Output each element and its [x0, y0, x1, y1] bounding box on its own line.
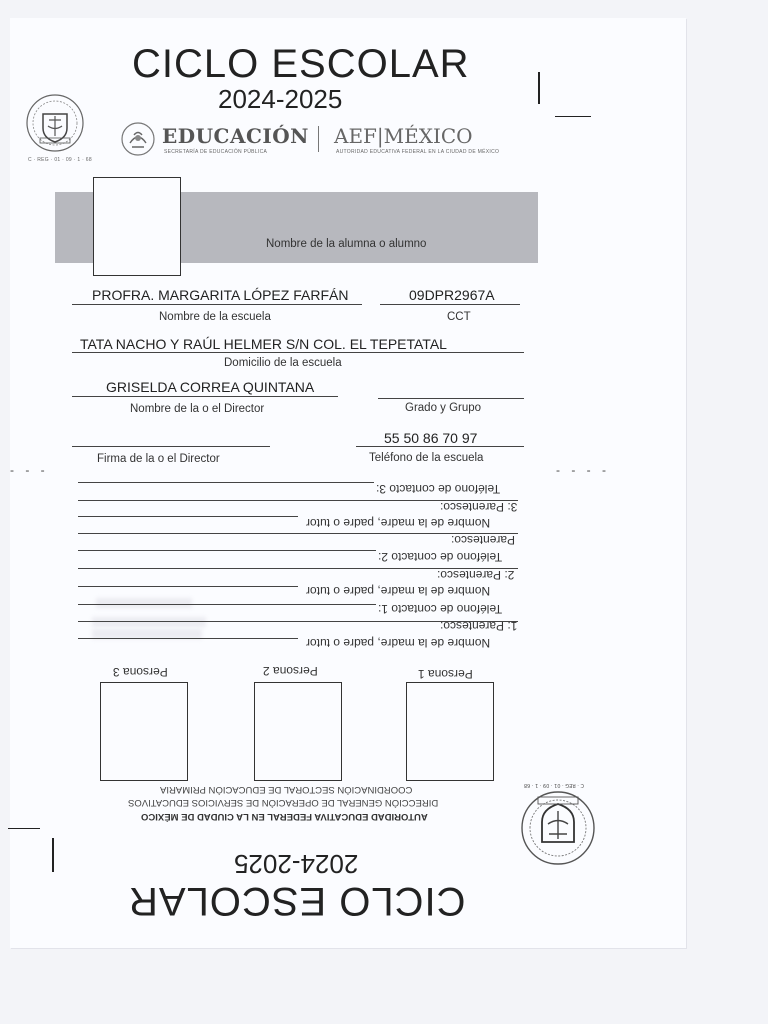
school-name-line	[72, 304, 362, 305]
contact1-name-label: Nombre de la madre, padre o tutor	[306, 636, 491, 650]
director-name-value: GRISELDA CORREA QUINTANA	[106, 379, 315, 395]
coordination-text: COORDINACIÓN SECTORAL DE EDUCACIÓN PRIMARIA	[160, 784, 413, 795]
grade-group-line	[378, 398, 524, 399]
cycle-year: 2024-2025	[218, 84, 343, 114]
contact1-phone-line	[78, 604, 376, 605]
relationship-label: Parentesco:	[451, 533, 516, 547]
person3-label: Persona 3	[113, 665, 168, 679]
cycle-title: CICLO ESCOLAR	[132, 42, 470, 86]
contact2-name-label: Nombre de la madre, padre o tutor	[306, 584, 491, 598]
signature-line	[72, 446, 270, 447]
contact3-phone-label: Teléfono de contacto 3:	[376, 482, 501, 496]
svg-text:C · REG · 01 · 09 · 1 · 68: C · REG · 01 · 09 · 1 · 68	[523, 782, 584, 788]
crop-mark	[538, 72, 540, 104]
direction-text: DIRECCIÓN GENERAL DE OPERACIÓN DE SERVICIOS EDUCATIVOS	[128, 797, 439, 808]
authority-text: AUTORIDAD EDUCATIVA FEDERAL EN LA CIUDAD DE MÉXICO	[141, 811, 428, 822]
person1-label: Persona 1	[418, 667, 473, 681]
contact3-name-label: Nombre de la madre, padre o tutor	[306, 516, 491, 530]
student-name-label: Nombre de la alumna o alumno	[266, 238, 427, 250]
school-address-label: Domicilio de la escuela	[224, 357, 342, 369]
director-signature-label: Firma de la o el Director	[97, 453, 220, 465]
seal-caption-top: C · REG · 01 · 09 · 1 · 68	[28, 157, 92, 163]
school-phone-line	[356, 446, 524, 447]
cct-line	[380, 304, 520, 305]
contact2-relationship-label: 2: Parentesco:	[437, 568, 515, 582]
contact3-phone-line	[78, 482, 374, 483]
contact1-rel-line	[78, 638, 298, 639]
person3-photo-box	[100, 682, 188, 781]
school-name-value: PROFRA. MARGARITA LÓPEZ FARFÁN	[92, 287, 349, 303]
school-phone-label: Teléfono de la escuela	[369, 452, 484, 464]
footer-title: CICLO ESCOLAR	[128, 879, 466, 923]
aef-logo: AEF|MÉXICO	[334, 124, 473, 148]
redacted-entry	[92, 617, 206, 627]
director-name-line	[72, 396, 338, 397]
crop-mark	[8, 828, 40, 829]
grade-group-label: Grado y Grupo	[405, 402, 482, 414]
school-address-value: TATA NACHO Y RAÚL HELMER S/N COL. EL TEPETATAL	[80, 336, 447, 352]
school-address-line	[72, 352, 524, 353]
logo-divider	[318, 126, 319, 152]
person2-photo-box	[254, 682, 342, 781]
contact1-relationship-label: 1: Parentesco:	[440, 619, 518, 633]
aef-logo-subtitle: AUTORIDAD EDUCATIVA FEDERAL EN LA CIUDAD DE MÉXICO	[336, 149, 500, 155]
contact3-rel-line	[78, 516, 298, 517]
school-name-label: Nombre de la escuela	[159, 311, 271, 323]
fold-mark-right: - - - -	[556, 463, 610, 477]
person1-photo-box	[406, 682, 494, 781]
contact3-relationship-label: 3: Parentesco:	[440, 500, 518, 514]
fold-mark-left: - - -	[10, 463, 49, 477]
contact2-rel-line	[78, 586, 298, 587]
director-name-label: Nombre de la o el Director	[130, 403, 265, 415]
crop-mark	[52, 838, 54, 872]
cct-label: CCT	[447, 311, 471, 323]
mexico-coat-of-arms-icon	[120, 121, 156, 157]
education-logo-subtitle: SECRETARÍA DE EDUCACIÓN PÚBLICA	[164, 149, 268, 155]
school-phone-value: 55 50 86 70 97	[384, 430, 478, 446]
crop-mark	[555, 116, 591, 117]
school-seal-bottom	[518, 780, 598, 870]
person2-label: Persona 2	[263, 664, 318, 678]
student-photo-box	[93, 177, 181, 276]
contact2-phone-line	[78, 550, 376, 551]
redacted-entry	[96, 598, 192, 608]
school-seal-top	[24, 92, 86, 154]
footer-year: 2024-2025	[234, 849, 359, 879]
cct-value: 09DPR2967A	[409, 287, 495, 303]
education-logo: EDUCACIÓN	[162, 124, 309, 148]
contact2-phone-label: Teléfono de contacto 2:	[378, 550, 503, 564]
contact1-phone-label: Teléfono de contacto 1:	[378, 602, 503, 616]
